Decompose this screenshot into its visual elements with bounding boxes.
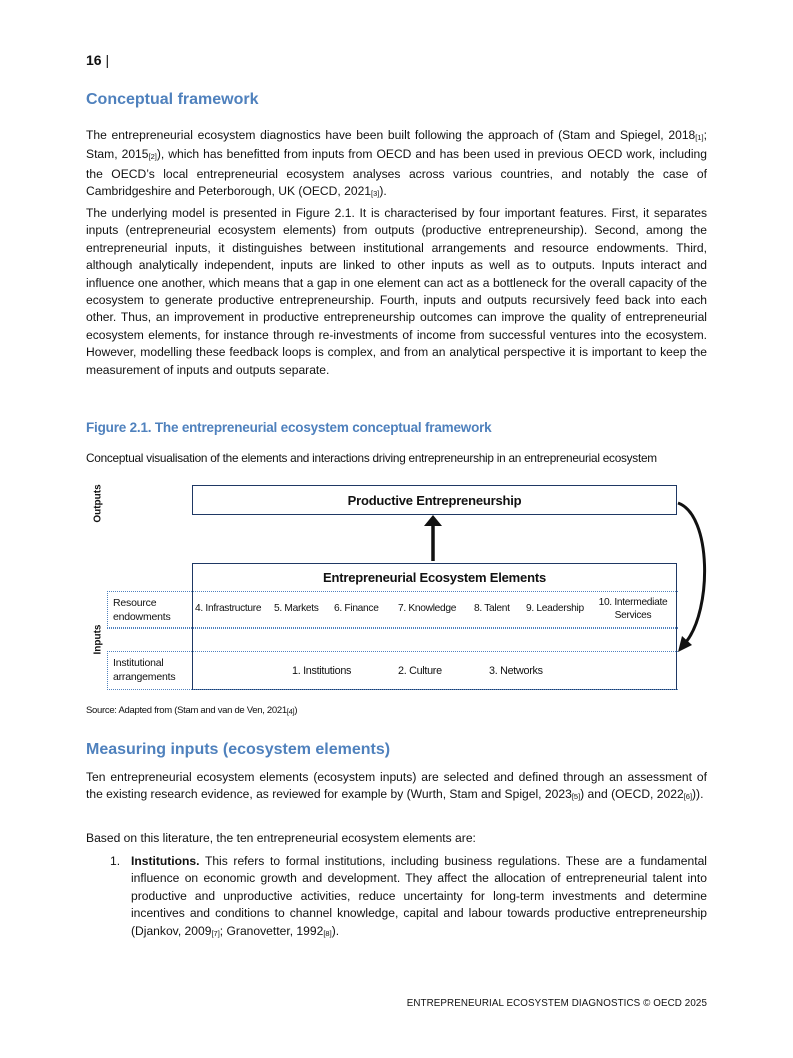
paragraph-intro-text-b: ; Stam, 2015 [86,128,707,162]
productive-entrepreneurship-label: Productive Entrepreneurship [347,492,522,508]
feedback-arrow-curve [678,503,705,642]
element-intermediate-services: 10. Intermediate Services [598,597,668,621]
citation-ref-1[interactable]: [1] [695,133,704,142]
list-item-institutions [110,853,707,942]
outputs-axis-label: Outputs [92,484,104,523]
citation-ref-3[interactable]: [3] [371,189,380,199]
figure-title: Figure 2.1. The entrepreneurial ecosystem conceptual framework [86,420,492,435]
resource-endowments-label: Resource endowments [113,597,171,623]
element-leadership: 9. Leadership [526,603,584,614]
paragraph-list-intro: Based on this literature, the ten entrepreneurial ecosystem elements are: [86,831,476,845]
figure-source [86,705,297,716]
citation-ref-7[interactable]: [7] [211,928,220,938]
page-footer: ENTREPRENEURIAL ECOSYSTEM DIAGNOSTICS © OECD 2025 [406,998,707,1009]
page-number-separator: | [105,52,110,68]
element-markets: 5. Markets [274,603,319,614]
element-infrastructure: 4. Infrastructure [195,603,262,614]
inputs-axis-label: Inputs [92,624,104,655]
paragraph-intro-text-c: ), which has benefitted from inputs from OECD and has been used in previous OECD work, including the OECD’s local entrepreneurial ecosystem analyses across various countries, and notably the case of Cambridgeshire and Peterborough, UK (OECD, 2021 [86,147,707,199]
citation-ref-6[interactable]: [6] [683,792,693,802]
upward-arrow-head [424,515,442,526]
figure-subtitle: Conceptual visualisation of the elements and interactions driving entrepreneurship in an entrepreneurial ecosystem [86,451,657,465]
element-institutions: 1. Institutions [292,665,352,677]
row-divider [107,628,678,629]
page-number-value: 16 [86,52,102,68]
section-heading-measuring-inputs: Measuring inputs (ecosystem elements) [86,741,391,758]
element-knowledge: 7. Knowledge [398,603,457,614]
citation-ref-2[interactable]: [2] [148,152,157,162]
paragraph-elements-intro [86,769,707,806]
list-item-text-c: ). [331,923,340,938]
paragraph-elements-text-b: ) and (OECD, 2022 [580,787,684,802]
list-item-text-a: This refers to formal institutions, including business regulations. These are a fundamental influence on economic growth and development. They affect the allocation of entrepreneurial talent into productive and unproductive activities, reduce uncertainty for long-term investments and determine incentives and conditions to channel knowledge, capital and labour towards productive entrepreneurship (Djankov, 2009 [131,854,707,938]
citation-ref-4[interactable]: [4] [286,707,295,716]
list-item-number: 1. [110,854,121,868]
paragraph-intro-text-d: ). [379,184,387,199]
ecosystem-elements-title: Entrepreneurial Ecosystem Elements [323,570,546,585]
paragraph-elements-text-c: )). [692,787,704,802]
citation-ref-8[interactable]: [8] [323,928,332,938]
element-talent: 8. Talent [474,603,510,614]
figure-source-text-b: ) [294,705,298,716]
list-item-term: Institutions. [131,854,200,868]
institutional-arrangements-label: Institutional arrangements [113,657,176,683]
institutional-arrangements-row [107,651,678,690]
figure-source-text-a: Source: Adapted from (Stam and van de Ven, 2021 [86,705,287,716]
paragraph-model: The underlying model is presented in Figure 2.1. It is characterised by four important features. First, it separates inputs (entrepreneurial ecosystem elements) from outputs (productive entrepreneurship). Second, among the entrepreneurial inputs, it distinguishes between institutional arrangements and resource endowments. Third, although analytically independent, inputs are linked to other inputs as well as to outputs. Inputs interact and influence one another, which means that a gap in one element can act as a bottleneck for the overall capacity of the ecosystem to generate productive entrepreneurship. Fourth, inputs and outputs recursively feed back into each other. Thus, an improvement in productive entrepreneurship outcomes can improve the quality of entrepreneurial ecosystem elements, for instance through re-investments of income from successful ventures into the ecosystem. However, modelling these feedback loops is complex, and from an analytical perspective it is important to keep the measurement of inputs and outputs separate. [86,206,707,377]
element-culture: 2. Culture [398,665,442,677]
paragraph-elements-text-a: Ten entrepreneurial ecosystem elements (ecosystem inputs) are selected and defined through an assessment of the existing research evidence, as reviewed for example by (Wurth, Stam and Spigel, 2023 [86,770,707,802]
section-heading-conceptual-framework: Conceptual framework [86,91,259,108]
element-networks: 3. Networks [489,665,543,677]
list-item-text-b: ; Granovetter, 1992 [219,923,324,938]
element-finance: 6. Finance [334,603,379,614]
list-item-text [131,853,707,942]
citation-ref-5[interactable]: [5] [571,792,581,802]
paragraph-intro-text-a: The entrepreneurial ecosystem diagnostics have been built following the approach of (Stam and Spiegel, 2018 [86,128,696,142]
